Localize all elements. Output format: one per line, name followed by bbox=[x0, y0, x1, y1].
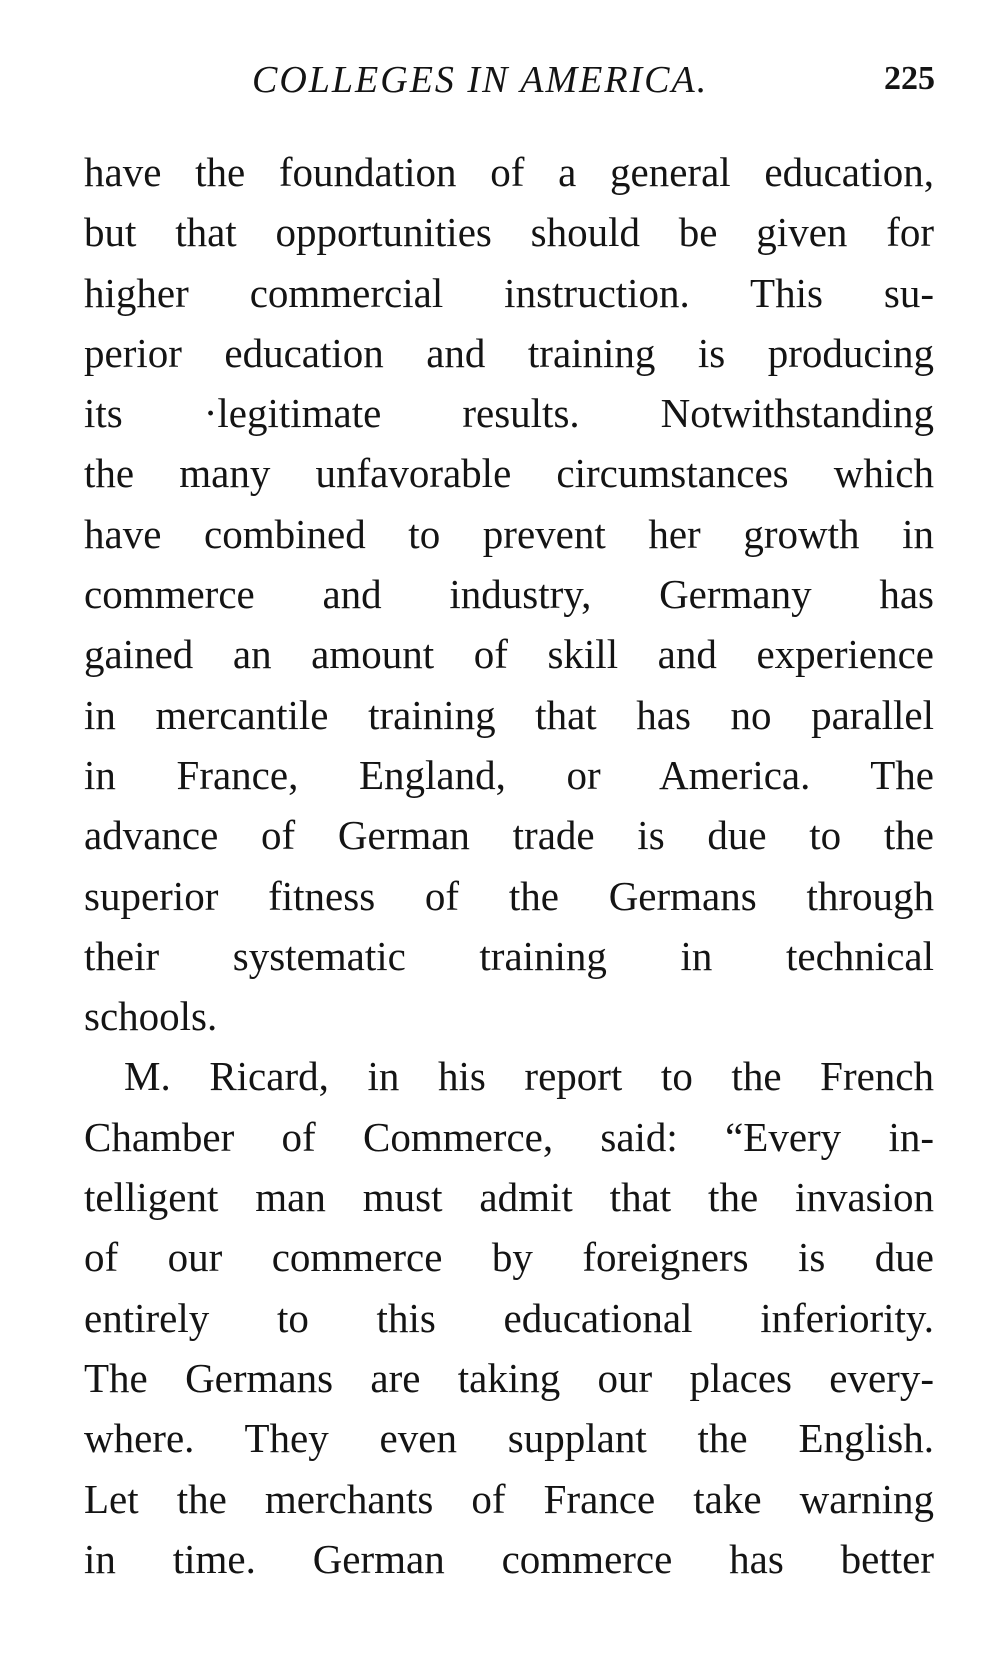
text-line: have the foundation of a general education, bbox=[84, 149, 934, 195]
text-line: in mercantile training that has no parallel bbox=[84, 691, 934, 738]
text-line: M. Ricard, in his report to the French bbox=[124, 1053, 934, 1100]
text-line: Chamber of Commerce, said: “Every in- bbox=[84, 1113, 934, 1160]
text-line: superior fitness of the Germans through bbox=[84, 872, 934, 919]
running-head bbox=[0, 58, 1000, 108]
text-line: schools. bbox=[84, 993, 218, 1040]
text-line: in time. German commerce has better bbox=[84, 1535, 934, 1582]
text-line: their systematic training in technical bbox=[84, 932, 934, 979]
text-line: the many unfavorable circumstances which bbox=[84, 450, 934, 497]
text-line: where. They even supplant the English. bbox=[84, 1415, 934, 1462]
text-line: but that opportunities should be given for bbox=[84, 209, 934, 256]
text-line: in France, England, or America. The bbox=[84, 751, 934, 798]
text-line: perior education and training is producing bbox=[84, 329, 934, 376]
text-line: telligent man must admit that the invasion bbox=[84, 1174, 934, 1221]
text-line: of our commerce by foreigners is due bbox=[84, 1234, 934, 1281]
text-line: The Germans are taking our places every- bbox=[84, 1354, 934, 1401]
page-number: 225 bbox=[884, 60, 935, 97]
text-line: advance of German trade is due to the bbox=[84, 812, 934, 859]
body-text bbox=[84, 142, 934, 1589]
text-line: Let the merchants of France take warning bbox=[84, 1475, 934, 1522]
paragraph-2 bbox=[84, 1046, 934, 1589]
text-line: gained an amount of skill and experience bbox=[84, 631, 934, 678]
paragraph-1 bbox=[84, 142, 934, 1046]
text-line: higher commercial instruction. This su- bbox=[84, 269, 934, 316]
text-line: have combined to prevent her growth in bbox=[84, 510, 934, 557]
text-line: entirely to this educational inferiority. bbox=[84, 1294, 934, 1341]
running-title: COLLEGES IN AMERICA. bbox=[252, 59, 709, 101]
text-line: its ·legitimate results. Notwithstanding bbox=[84, 390, 934, 437]
text-line: commerce and industry, Germany has bbox=[84, 571, 934, 618]
